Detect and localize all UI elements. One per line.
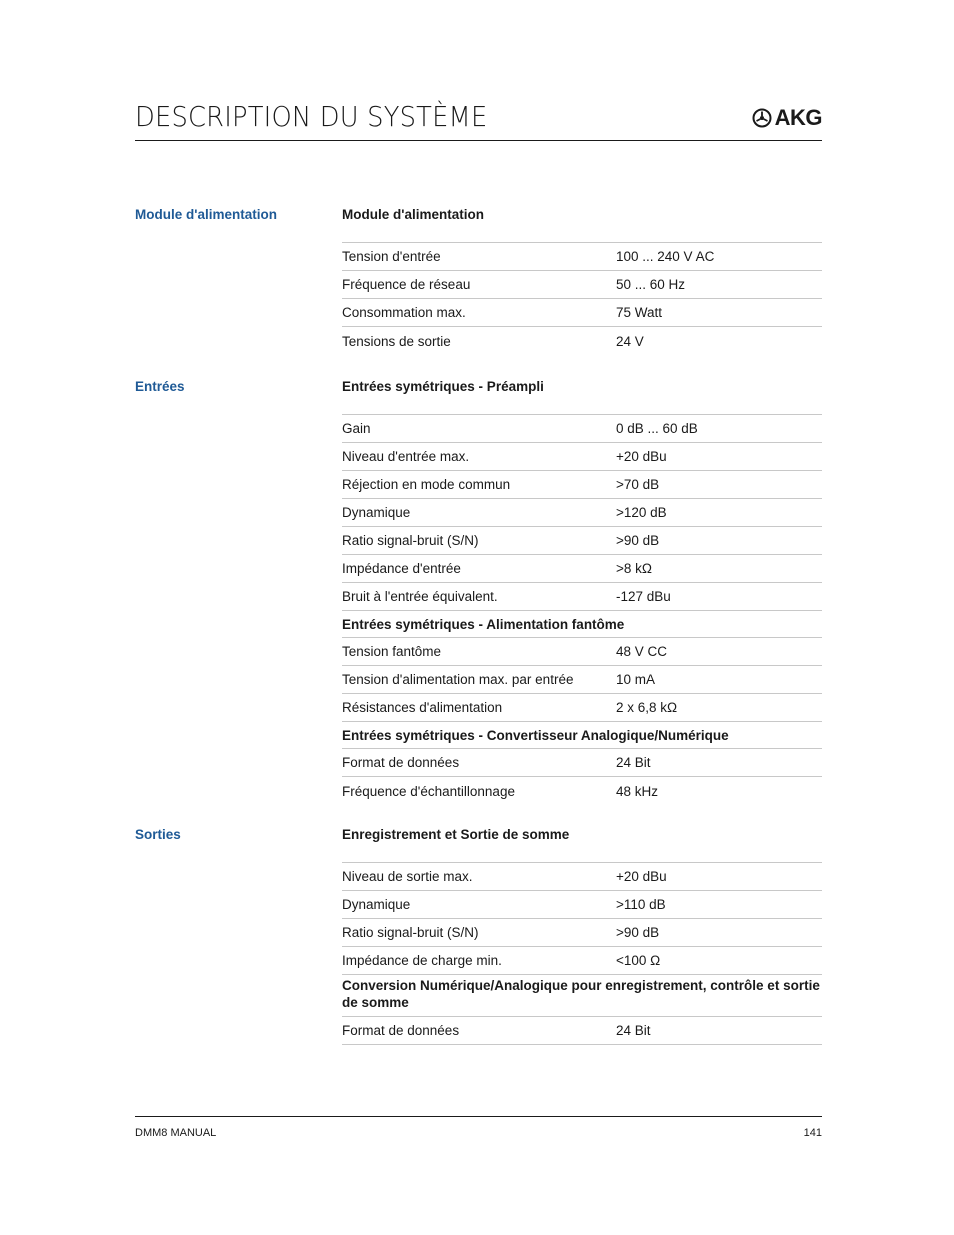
spec-value: >90 dB [616, 925, 660, 940]
spec-key: Ratio signal-bruit (S/N) [342, 533, 479, 548]
spec-value: +20 dBu [616, 869, 667, 884]
spec-key: Fréquence d'échantillonnage [342, 783, 515, 799]
akg-logo [752, 106, 822, 130]
spec-row [342, 471, 822, 499]
spec-row [342, 415, 822, 443]
spec-value: -127 dBu [616, 589, 671, 604]
spec-row [342, 638, 822, 666]
spec-row [342, 555, 822, 583]
spec-key: Ratio signal-bruit (S/N) [342, 925, 479, 940]
section-label-power: Module d'alimentation [135, 207, 277, 222]
spec-key: Gain [342, 421, 371, 436]
section-label-outputs: Sorties [135, 827, 181, 842]
spec-key: Niveau d'entrée max. [342, 449, 470, 464]
akg-emblem-icon [752, 108, 772, 128]
spec-value: 48 kHz [616, 783, 659, 799]
spec-key: Bruit à l'entrée équivalent. [342, 589, 498, 604]
spec-row [342, 1017, 822, 1045]
spec-key: Résistances d'alimentation [342, 700, 503, 715]
spec-block-outputs [342, 826, 822, 1045]
spec-value: 24 Bit [616, 1023, 651, 1038]
page-title: DESCRIPTION DU SYSTÈME [135, 100, 488, 133]
spec-value: <100 Ω [616, 953, 661, 968]
spec-value: 50 ... 60 Hz [616, 277, 686, 292]
spec-subheading: Entrées symétriques - Convertisseur Analogique/Numérique [342, 722, 822, 749]
spec-value: >110 dB [616, 897, 666, 912]
spec-key: Format de données [342, 755, 460, 770]
spec-row [342, 243, 822, 271]
spec-key: Tension fantôme [342, 644, 442, 659]
spec-value: 100 ... 240 V AC [616, 249, 715, 264]
spec-key: Format de données [342, 1023, 460, 1038]
spec-key: Réjection en mode commun [342, 477, 511, 492]
spec-row [342, 666, 822, 694]
spec-row [342, 947, 822, 975]
spec-block-power [342, 206, 822, 355]
spec-row [342, 863, 822, 891]
spec-heading: Enregistrement et Sortie de somme [342, 826, 822, 863]
spec-row [342, 694, 822, 722]
page-footer [135, 1116, 822, 1139]
spec-row [342, 443, 822, 471]
spec-row [342, 749, 822, 777]
spec-value: 48 V CC [616, 644, 668, 659]
footer-manual-name: DMM8 MANUAL [135, 1127, 217, 1139]
spec-row [342, 271, 822, 299]
spec-row [342, 327, 822, 355]
spec-value: +20 dBu [616, 449, 667, 464]
spec-row [342, 499, 822, 527]
spec-key: Fréquence de réseau [342, 277, 471, 292]
section-label-inputs: Entrées [135, 379, 185, 394]
spec-key: Tensions de sortie [342, 333, 451, 349]
spec-subheading: Conversion Numérique/Analogique pour enregistrement, contrôle et sortie de somme [342, 975, 822, 1017]
logo-text: AKG [774, 105, 822, 130]
spec-value: 10 mA [616, 672, 656, 687]
spec-heading: Entrées symétriques - Préampli [342, 378, 822, 415]
spec-value: 75 Watt [616, 305, 663, 320]
spec-row [342, 583, 822, 611]
spec-key: Dynamique [342, 897, 411, 912]
spec-key: Dynamique [342, 505, 411, 520]
spec-value: 24 V [616, 333, 644, 349]
spec-row [342, 777, 822, 805]
spec-key: Tension d'entrée [342, 249, 441, 264]
spec-value: 2 x 6,8 kΩ [616, 700, 678, 715]
spec-row [342, 919, 822, 947]
spec-subheading: Entrées symétriques - Alimentation fantôme [342, 611, 822, 638]
spec-value: >70 dB [616, 477, 660, 492]
spec-value: 24 Bit [616, 755, 651, 770]
page-number: 141 [803, 1127, 822, 1139]
spec-heading: Module d'alimentation [342, 206, 822, 243]
spec-value: 0 dB ... 60 dB [616, 421, 698, 436]
spec-row [342, 299, 822, 327]
page-header [135, 96, 822, 141]
spec-key: Tension d'alimentation max. par entrée [342, 672, 574, 687]
spec-row [342, 891, 822, 919]
spec-value: >90 dB [616, 533, 660, 548]
spec-key: Niveau de sortie max. [342, 869, 473, 884]
spec-key: Impédance de charge min. [342, 953, 502, 968]
spec-value: >8 kΩ [616, 561, 652, 576]
spec-block-inputs [342, 378, 822, 805]
spec-key: Impédance d'entrée [342, 561, 461, 576]
spec-value: >120 dB [616, 505, 667, 520]
spec-row [342, 527, 822, 555]
spec-key: Consommation max. [342, 305, 466, 320]
